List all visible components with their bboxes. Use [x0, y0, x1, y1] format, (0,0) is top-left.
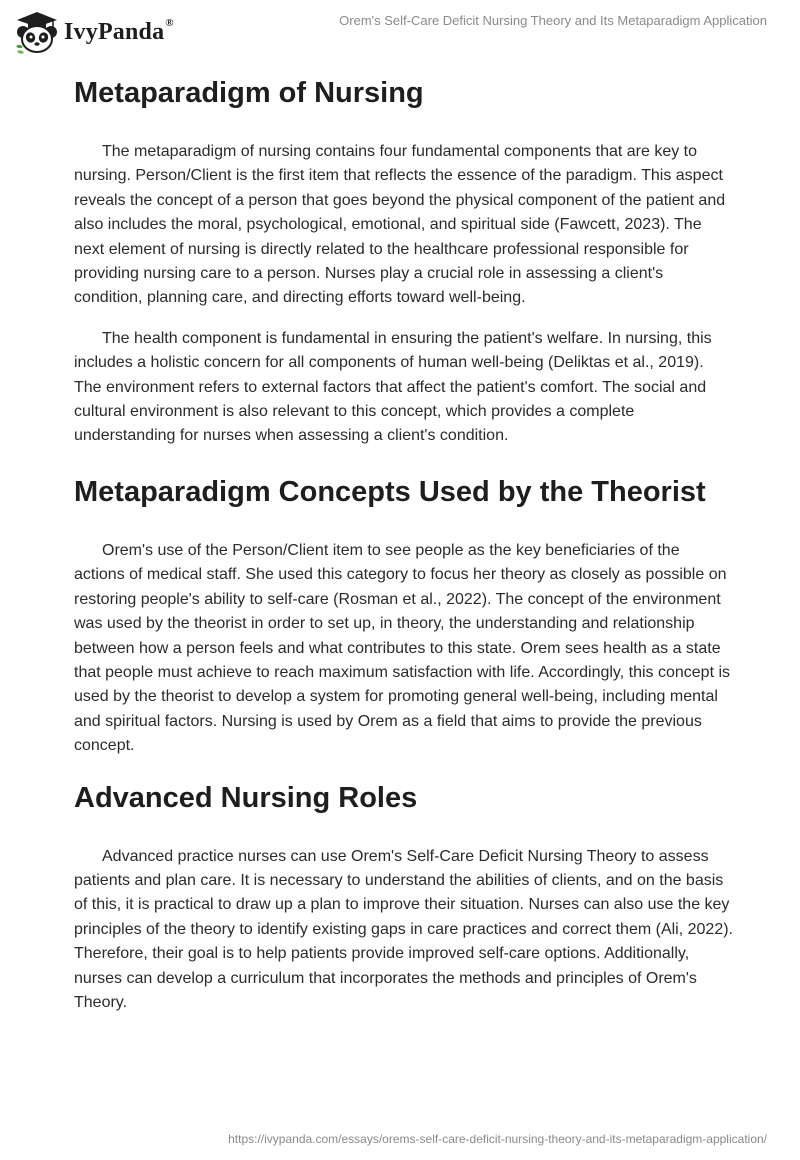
section-heading: Metaparadigm of Nursing	[74, 77, 424, 109]
brand-name	[64, 16, 174, 46]
section-paragraph: Orem's use of the Person/Client item to see people as the key beneficiaries of the actions of medical staff. She used this category to focus her theory as closely as possible on restoring people's ability to self-care (Rosman et al., 2022). The concept of the environment was used by the theorist in order to set up, in theory, the understanding and relationship between how a person feels and what contributes to this state. Orem sees health as a state that people must achieve to reach maximum satisfaction with life. Accordingly, this concept is used by the theorist to develop a system for promoting general well-being, including mental and spiritual factors. Nursing is used by Orem as a field that aims to provide the previous concept.	[74, 541, 731, 755]
section-heading: Advanced Nursing Roles	[74, 781, 418, 814]
section-heading: Metaparadigm Concepts Used by the Theorist	[74, 475, 706, 508]
registered-mark: ®	[165, 16, 174, 29]
section-paragraph: The health component is fundamental in ensuring the patient's welfare. In nursing, this includes a holistic concern for all components of human well-being (Deliktas et al., 2019). The environment refers to external factors that affect the patient's comfort. The social and cultural environment is also relevant to this concept, which provides a complete understanding for nurses when assessing a client's condition.	[74, 329, 712, 445]
source-url[interactable]: https://ivypanda.com/essays/orems-self-care-deficit-nursing-theory-and-its-metaparadigm-application/	[228, 1132, 767, 1146]
section-paragraph: The metaparadigm of nursing contains four fundamental components that are key to nursing. Person/Client is the first item that reflects the essence of the paradigm. This aspect reveals the concept of a person that goes beyond the physical component of the patient and also includes the moral, psychological, emotional, and spiritual side (Fawcett, 2023). The next element of nursing is directly related to the healthcare professional responsible for providing nursing care to a person. Nurses play a crucial role in assessing a client's condition, planning care, and directing efforts toward well-being.	[74, 143, 726, 307]
page-header	[0, 0, 800, 60]
essay-content	[74, 70, 734, 1015]
panda-graduate-icon	[14, 10, 60, 54]
brand-name-text: IvyPanda	[64, 18, 165, 45]
document-title: Orem's Self-Care Deficit Nursing Theory and Its Metaparadigm Application	[339, 13, 767, 28]
ivypanda-logo[interactable]	[14, 10, 174, 54]
section-paragraph: Advanced practice nurses can use Orem's Self-Care Deficit Nursing Theory to assess patients and plan care. It is necessary to understand the abilities of clients, and on the basis of this, it is practical to draw up a plan to improve their situation. Nurses can also use the key principles of the theory to identify existing gaps in care practices and correct them (Ali, 2022). Therefore, their goal is to help patients provide improved self-care options. Additionally, nurses can develop a curriculum that incorporates the methods and principles of Orem's Theory.	[74, 847, 733, 1011]
